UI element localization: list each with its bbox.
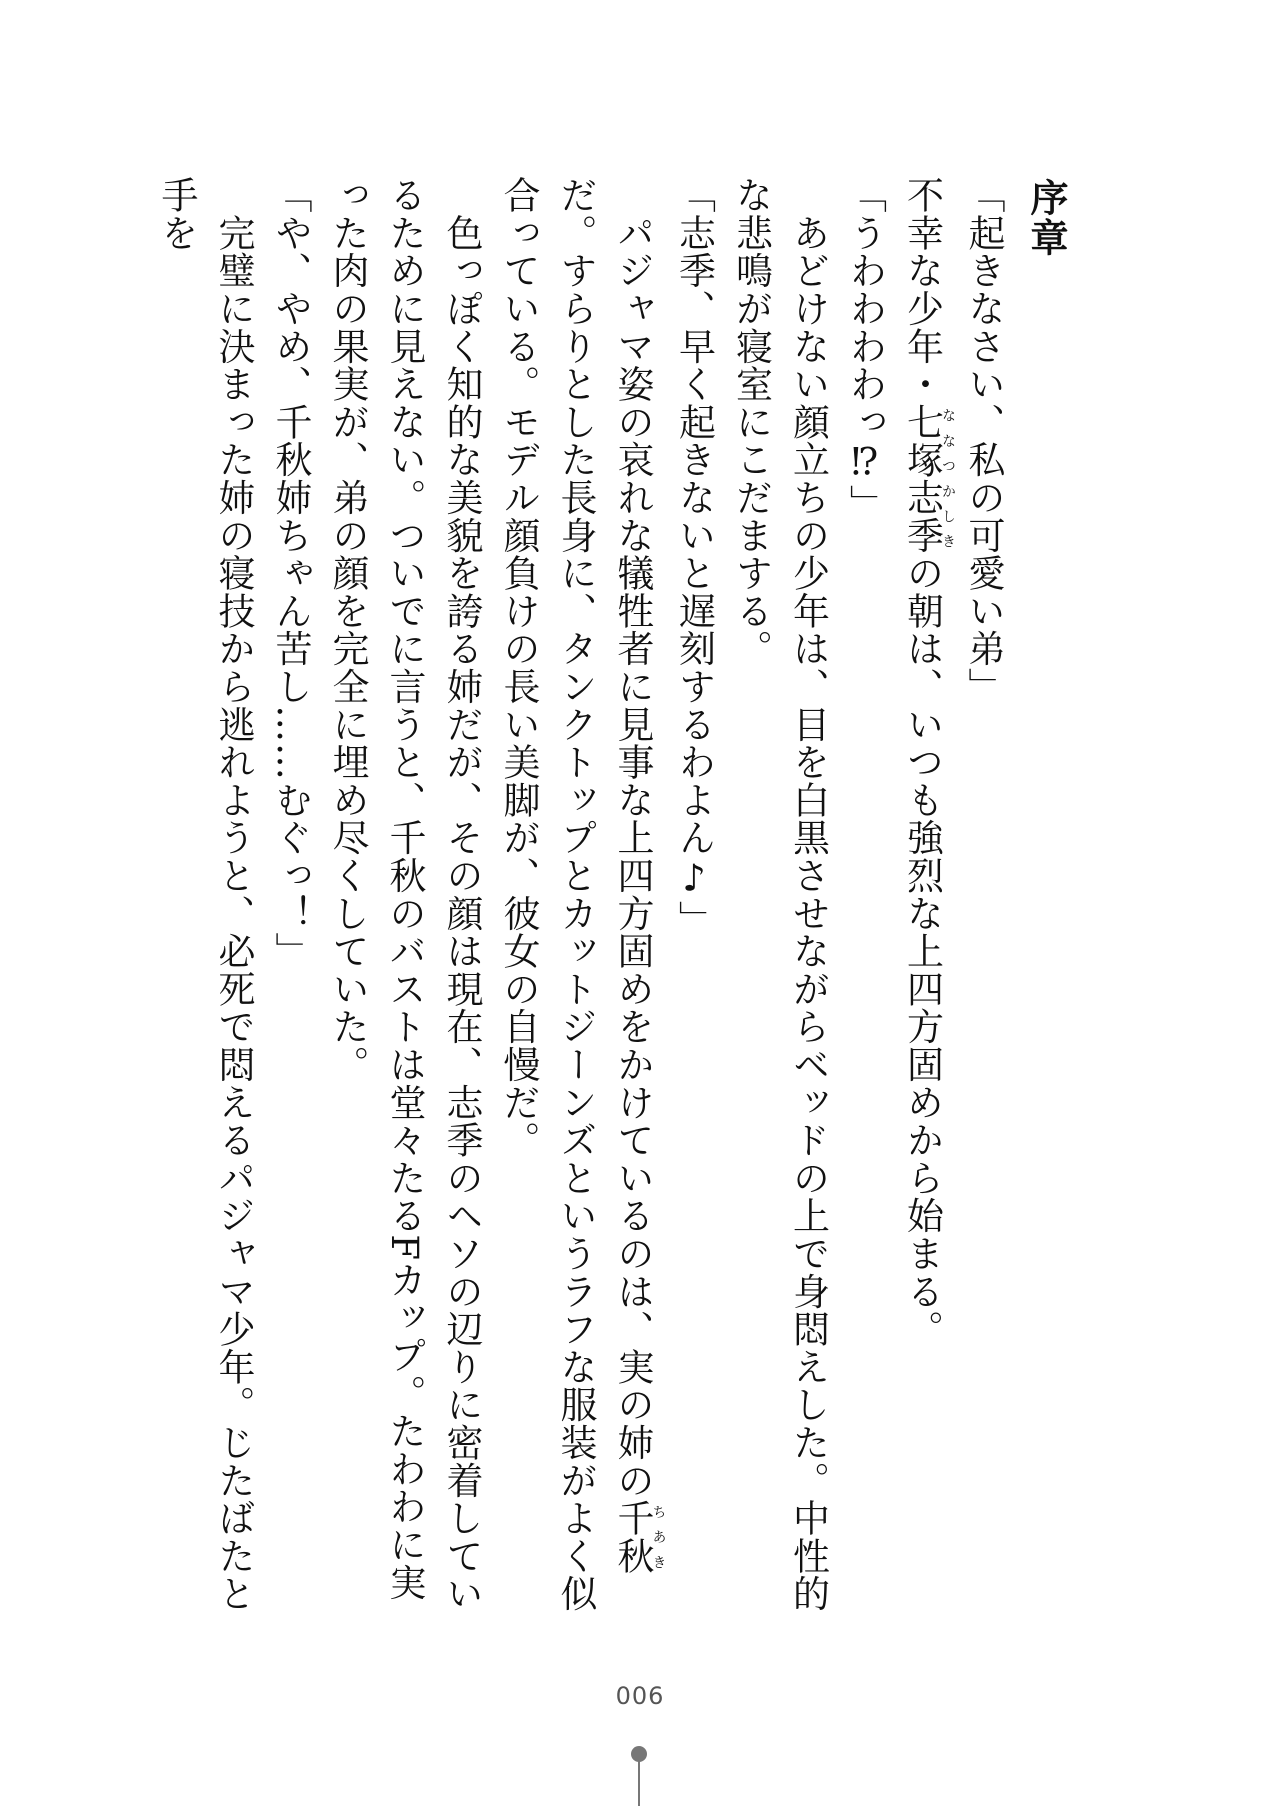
paragraph: あどけない顔立ちの少年は、目を白黒させながらベッドの上で身悶えした。中性的な悲鳴が寝室にこだまする。: [729, 176, 830, 1613]
paragraph: 「や、やめ、千秋姉ちゃん苦し……むぐっ！」: [269, 176, 312, 970]
paragraph: 色っぽく知的な美貌を誇る姉だが、その顔は現在、志季のヘソの辺りに密着しているために見えない。ついでに言うと、千秋のバストは堂々たるFカップ。たわわに実った肉の果実が、弟の顔を完全に埋め尽くしていた。: [326, 176, 483, 1613]
paragraph: パジャマ姿の哀れな犠牲者に見事な上四方固めをかけているのは、実の姉の千秋ちあきだ。すらりとした長身に、タンクトップとカットジーンズというラフな服装がよく似合っている。モデル顔負けの長い美脚が、彼女の自慢だ。: [497, 176, 667, 1613]
paragraph: 不幸な少年・七塚志季ななつかしきの朝は、いつも強烈な上四方固めから始まる。: [900, 176, 956, 1348]
paragraph: 「うわわわわっ⁉」: [843, 176, 887, 523]
paragraph: 完璧に決まった姉の寝技から逃れようと、必死で悶えるパジャマ少年。じたばたと手を: [155, 176, 255, 1613]
page-marker-line: [638, 1760, 640, 1806]
page-number: 006: [615, 1682, 665, 1710]
body-text: [155, 176, 1012, 1636]
paragraph: 「志季、早く起きないと遅刻するわよん♪」: [672, 176, 716, 938]
chapter-title: 序章: [1024, 178, 1068, 258]
paragraph: 「起きなさい、私の可愛い弟」: [962, 176, 1005, 706]
